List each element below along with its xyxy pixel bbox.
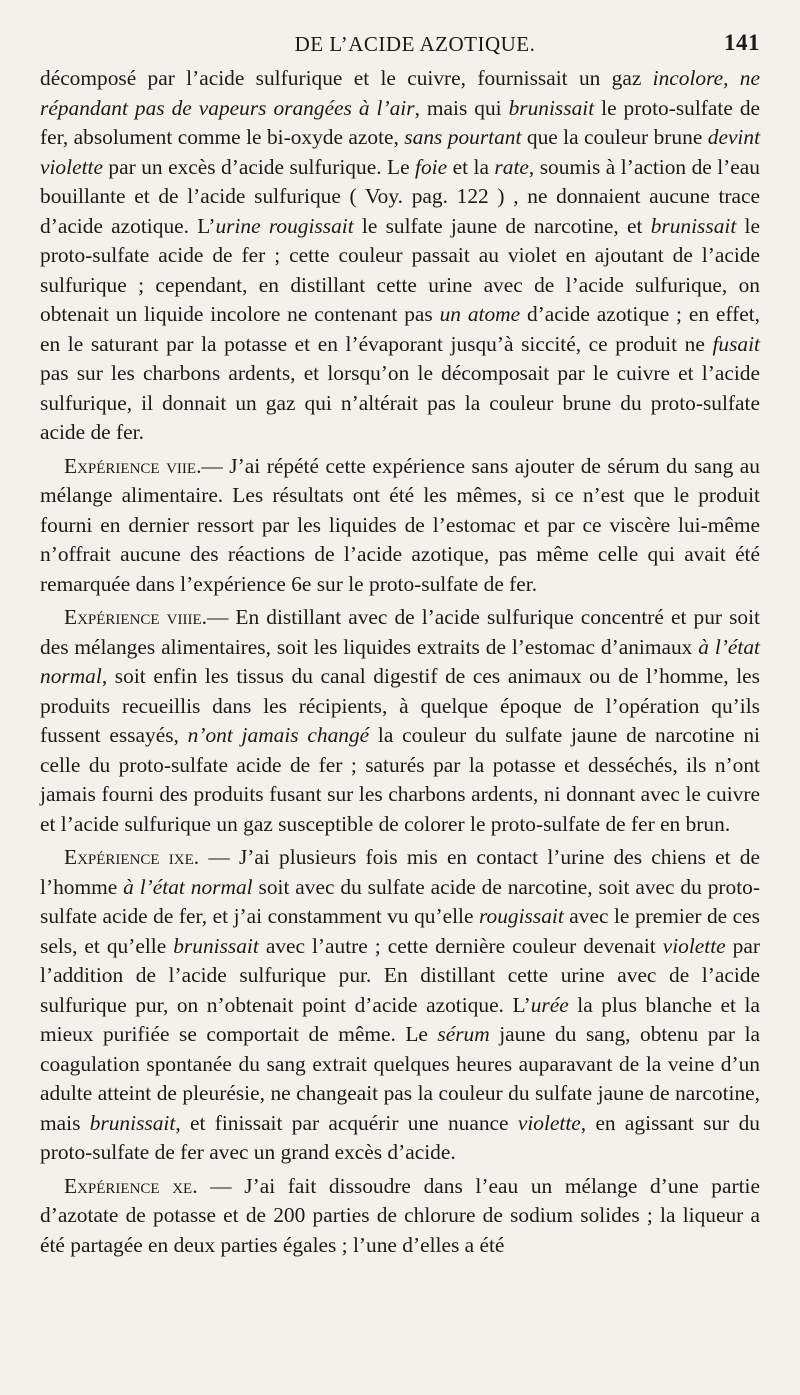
italic-run: foie (415, 154, 448, 179)
italic-run: brunissait (650, 213, 737, 238)
text-run: .— J’ai répété cette expérience sans ajouter de sérum du sang au mélange alimentaire. Les résultats ont été les mêmes, si ce n’est que le produit fourni en dernier ressort par les liquides de l’estomac et par ce viscère lui-même n’offrait aucune des réactions de l’acide azotique, pas même celle qui avait été remarquée dans l’expérience 6e sur le proto-sulfate de fer. (40, 453, 760, 596)
experiment-heading: Expérience ixe (64, 845, 194, 869)
italic-run: n’ont jamais changé (187, 723, 370, 747)
italic-run: violette (662, 933, 726, 958)
text-run: le sulfate jaune de narcotine, et (353, 213, 651, 238)
text-run: le proto-sulfate acide de fer ; cette couleur passait au violet en ajoutant de l’acide sulfurique ; cependant, en distillant cette urine avec de l’acide sulfurique, on obtenait un liquide incolore ne contenant pas (40, 213, 760, 326)
italic-run: incolore, ne répandant pas de vapeurs orangées à l’air (40, 66, 760, 120)
italic-run: violette (517, 1110, 581, 1135)
italic-run: à l’état normal (40, 634, 760, 688)
experiment-heading: Expérience viiie (64, 605, 202, 629)
text-run: avec le premier de ces sels, et qu’elle (40, 904, 760, 958)
text-run: , en agissant sur du proto-sulfate de fer avec un grand excès d’acide. (40, 1110, 761, 1164)
page-number: 141 (724, 30, 760, 55)
text-run: décomposé par l’acide sulfurique et le cuivre, fournissait un gaz (40, 66, 653, 90)
italic-run: devint violette (40, 125, 761, 179)
paragraph (40, 843, 760, 1168)
text-run: pas sur les charbons ardents, et lorsqu’on le décomposait par le cuivre et l’acide sulfurique, il donnait un gaz qui n’altérait pas la couleur brune du proto-sulfate acide de fer. (40, 361, 760, 444)
page-body (40, 64, 760, 1260)
running-header (40, 30, 760, 62)
experiment-heading: Expérience viie (64, 453, 197, 478)
text-run: . — J’ai fait dissoudre dans l’eau un mélange d’une partie d’azotate de potasse et de 200 parties de chlorure de sodium solides ; la liqueur a été partagée en deux parties égales ; l’une d’elles a été (40, 1173, 760, 1257)
paragraph (40, 64, 760, 448)
italic-run: à l’état normal (123, 874, 253, 899)
text-run: et la (447, 154, 495, 179)
text-run: le proto-sulfate de fer, absolument comme le bi-oxyde azote, (40, 95, 761, 149)
text-run: d’acide azotique ; en effet, en le saturant par la potasse et en l’évaporant jusqu’à siccité, ce produit ne (40, 302, 760, 356)
text-run: , soit enfin les tissus du canal digestif de ces animaux ou de l’homme, les produits recueillis dans les récipients, à quelque époque de l’opération qu’ils fussent essayés, (40, 664, 760, 747)
text-run: par un excès d’acide sulfurique. Le (102, 154, 416, 179)
text-run: .— En distillant avec de l’acide sulfurique concentré et pur soit des mélanges alimentaires, soit les liquides extraits de l’estomac d’animaux (40, 605, 760, 659)
experiment-heading: Expérience xe (64, 1173, 193, 1198)
italic-run: rate (494, 154, 529, 179)
text-run: par l’addition de l’acide sulfurique pur. En distillant cette urine avec de l’acide sulfurique pur, on n’obtenait point d’acide azotique. L’ (40, 933, 760, 1017)
italic-run: sérum (437, 1022, 490, 1046)
running-title: DE L’ACIDE AZOTIQUE. (294, 32, 536, 56)
italic-run: urée (530, 992, 569, 1017)
italic-run: brunissait (173, 933, 259, 958)
text-run: , soumis à l’action de l’eau bouillante et de l’acide sulfurique ( Voy. pag. 122 ) , ne donnaient aucune trace d’acide azotique. L’ (40, 154, 760, 238)
italic-run: urine rougissait (215, 213, 354, 238)
paragraph (40, 603, 760, 839)
text-run: , mais qui (414, 95, 509, 120)
text-run: , et finissait par acquérir une nuance (175, 1110, 518, 1135)
italic-run: rougissait (478, 904, 564, 928)
paragraph (40, 452, 760, 600)
text-run: avec l’autre ; cette dernière couleur devenait (258, 933, 663, 958)
italic-run: fusait (712, 331, 760, 356)
text-run: la plus blanche et la mieux purifiée se comportait de même. Le (40, 992, 760, 1046)
italic-run: brunissait (508, 95, 595, 120)
text-run: jaune du sang, obtenu par la coagulation spontanée du sang extrait quelques heures auparavant de la veine d’un adulte atteint de pleurésie, ne changeait pas la couleur du sulfate jaune de narcotine, mais (40, 1022, 761, 1135)
text-run: . — J’ai plusieurs fois mis en contact l’urine des chiens et de l’homme (40, 845, 761, 899)
italic-run: sans pourtant (404, 125, 522, 149)
italic-run: brunissait (89, 1110, 176, 1135)
italic-run: un atome (439, 302, 521, 326)
text-run: soit avec du sulfate acide de narcotine, soit avec du proto-sulfate acide de fer, et j’ai constamment vu qu’elle (40, 874, 760, 928)
text-run: la couleur du sulfate jaune de narcotine ni celle du proto-sulfate acide de fer ; saturés par la potasse et desséchés, ils n’ont jamais fourni des produits fusant sur les charbons ardents, ni donnant avec le cuivre et l’acide sulfurique un gaz susceptible de colorer le proto-sulfate de fer en brun. (40, 723, 761, 836)
text-run: que la couleur brune (521, 125, 708, 149)
paragraph (40, 1172, 760, 1261)
